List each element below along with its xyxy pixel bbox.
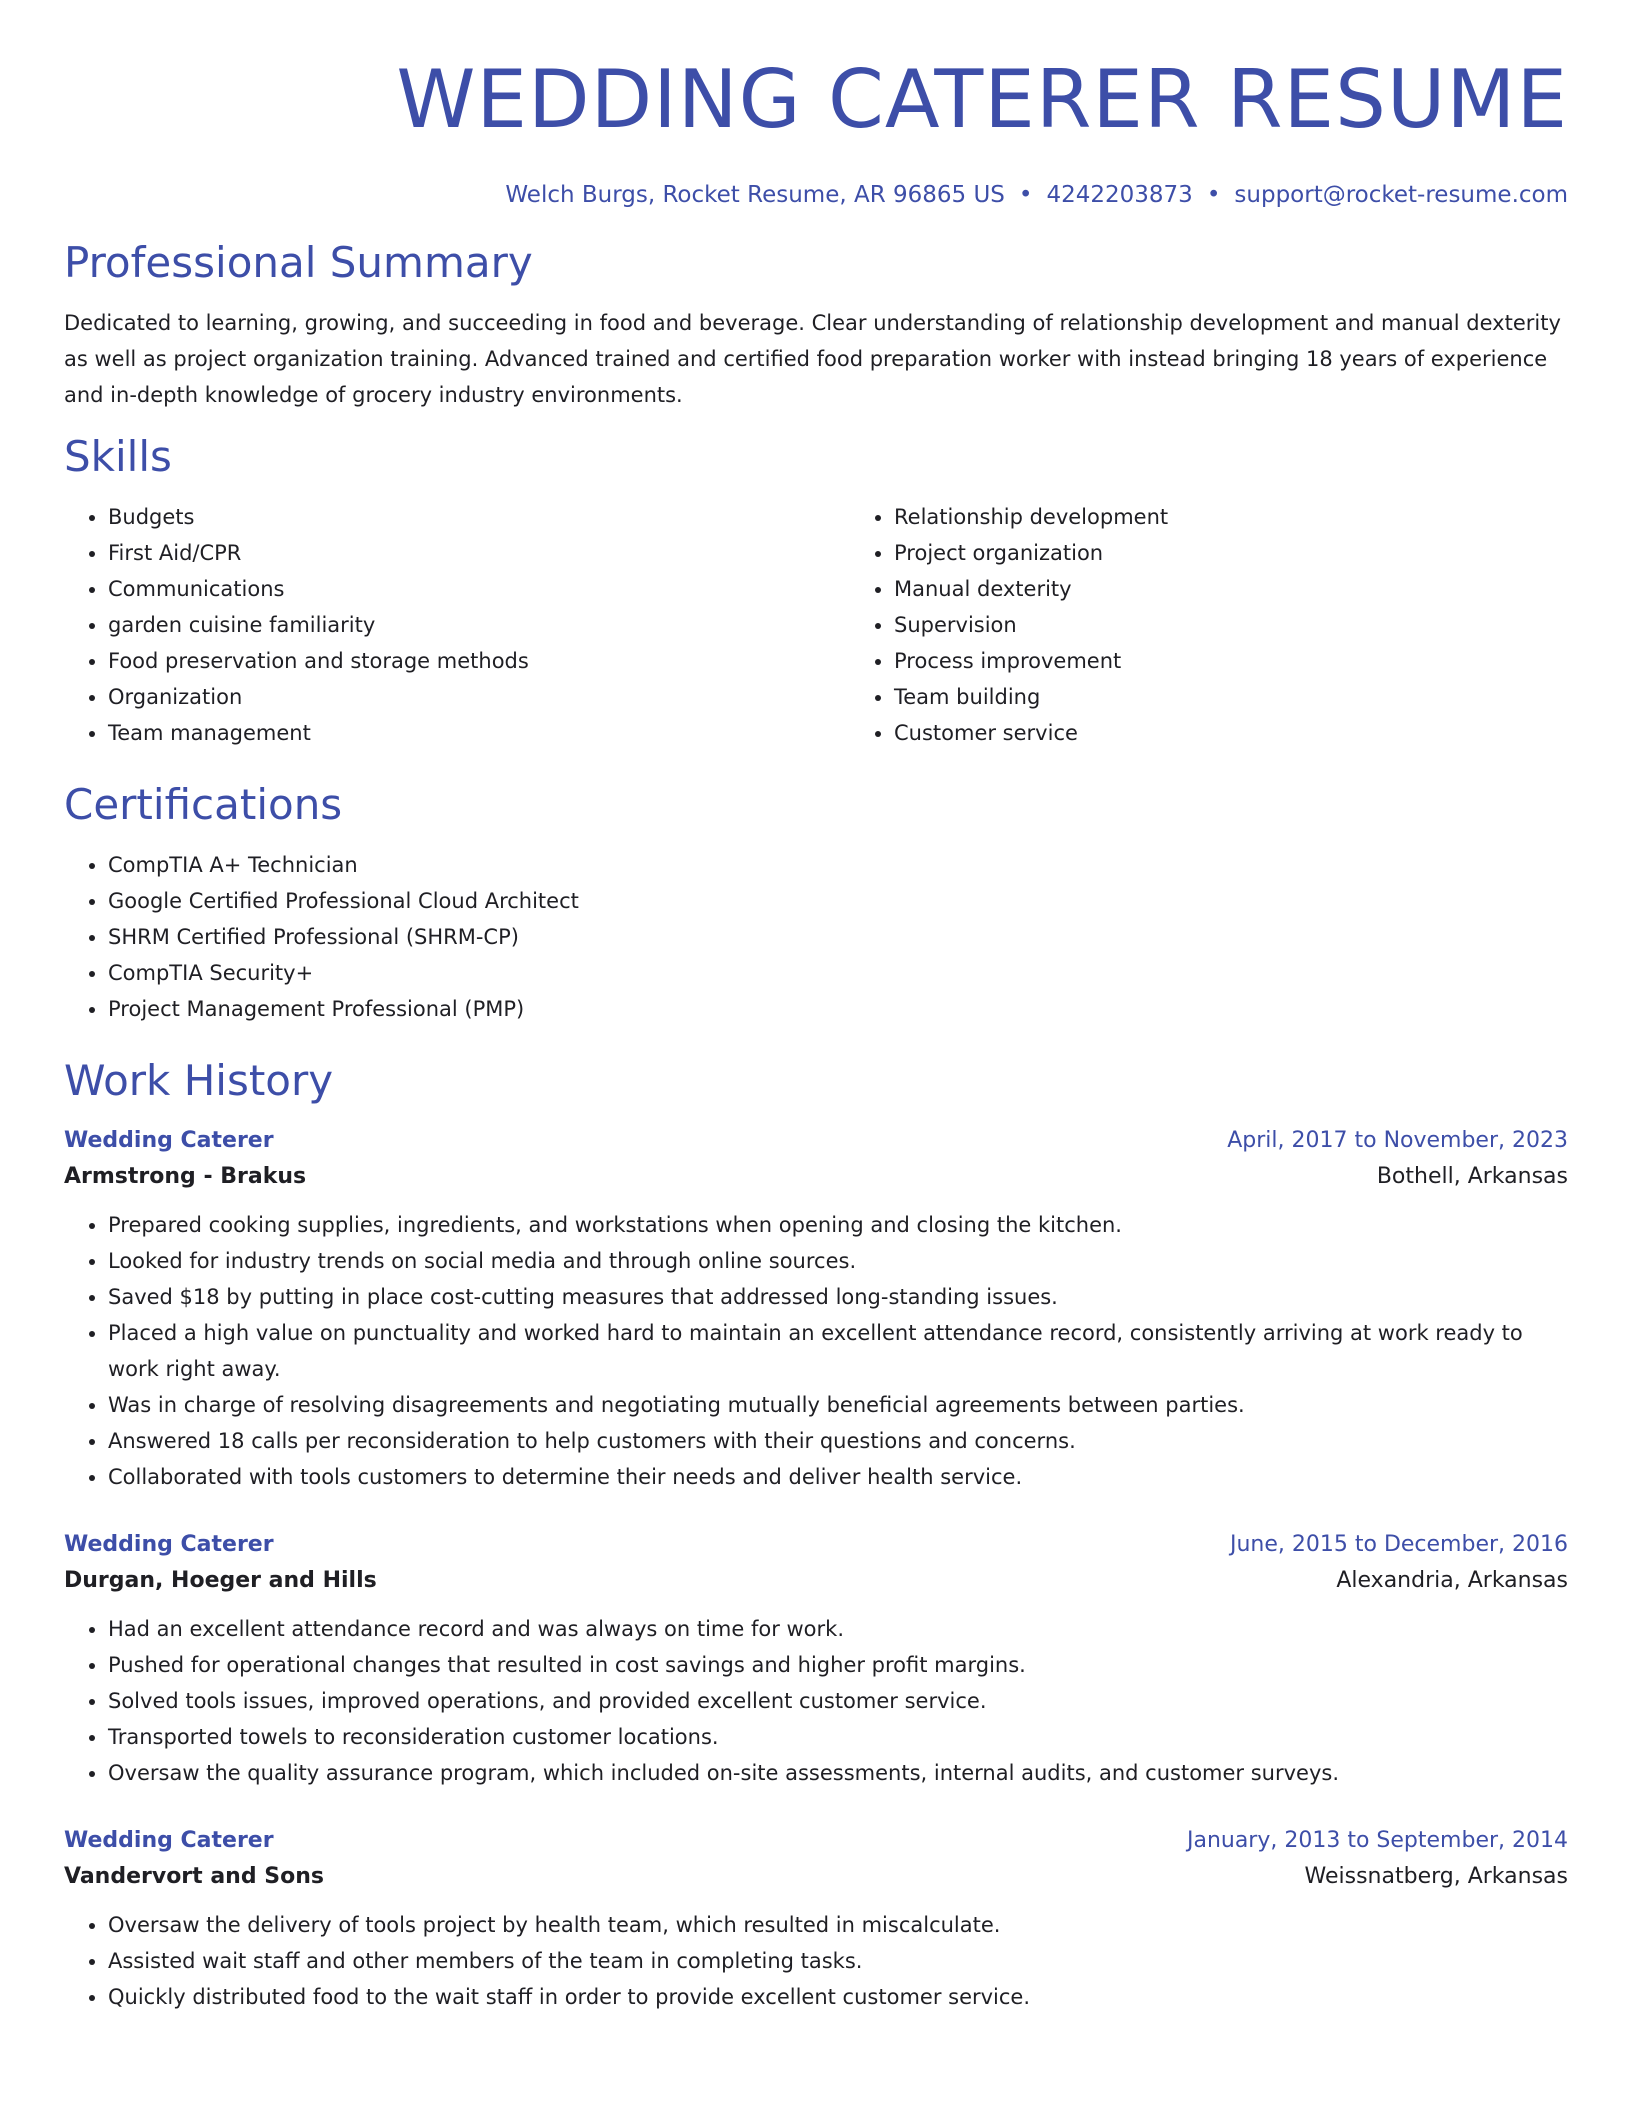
skill-item: • Project organization (894, 535, 1568, 571)
job-company-row (64, 1859, 1568, 1895)
skill-item: • Organization (108, 679, 850, 715)
skills-list-right (850, 499, 1568, 751)
summary-section (64, 235, 1568, 413)
skill-item: • Team management (108, 715, 850, 751)
job-dates: April, 2017 to November, 2023 (1227, 1128, 1568, 1153)
contact-phone: 4242203873 (1046, 182, 1193, 208)
job-company: Armstrong - Brakus (64, 1164, 307, 1189)
job-company-row (64, 1159, 1568, 1195)
certification-item: • Google Certified Professional Cloud Architect (108, 883, 1568, 919)
job-dates: June, 2015 to December, 2016 (1229, 1532, 1568, 1557)
skill-item: • Process improvement (894, 643, 1568, 679)
job-title: Wedding Caterer (64, 1532, 274, 1557)
certification-item: • Project Management Professional (PMP) (108, 991, 1568, 1027)
job-location: Alexandria, Arkansas (1336, 1568, 1568, 1593)
work-history-section (64, 1053, 1568, 2015)
job-company: Vandervort and Sons (64, 1864, 324, 1889)
job-entry (64, 1527, 1568, 1791)
job-entry (64, 1823, 1568, 2015)
skill-item: • Relationship development (894, 499, 1568, 535)
job-title: Wedding Caterer (64, 1128, 274, 1153)
summary-text: Dedicated to learning, growing, and succeeding in food and beverage. Clear understanding of relationship development and manual dexterity as well as project organization training. Advanced trained and certified food preparation worker with instead bringing 18 years of experience and in-depth knowledge of grocery industry environments. (64, 311, 1561, 407)
summary-heading: Professional Summary (64, 238, 533, 287)
certifications-list (64, 847, 1568, 1027)
job-bullet: • Transported towels to reconsideration customer locations. (108, 1719, 1568, 1755)
job-company-row (64, 1563, 1568, 1599)
job-bullets (64, 1207, 1568, 1495)
job-bullets (64, 1611, 1568, 1791)
skill-item: • Budgets (108, 499, 850, 535)
job-bullet: • Had an excellent attendance record and was always on time for work. (108, 1611, 1568, 1647)
work-history-heading: Work History (64, 1056, 334, 1105)
contact-separator: • (1206, 182, 1221, 208)
contact-separator: • (1018, 182, 1033, 208)
skill-item: • Supervision (894, 607, 1568, 643)
skills-section (64, 429, 1568, 751)
contact-address: Welch Burgs, Rocket Resume, AR 96865 US (505, 182, 1005, 208)
skill-item: • First Aid/CPR (108, 535, 850, 571)
certifications-section (64, 777, 1568, 1027)
contact-line (64, 178, 1568, 212)
job-bullet: • Answered 18 calls per reconsideration to help customers with their questions and concerns. (108, 1423, 1568, 1459)
job-title-row (64, 1527, 1568, 1563)
job-location: Bothell, Arkansas (1376, 1164, 1568, 1189)
resume-title: WEDDING CATERER RESUME (396, 53, 1568, 146)
skill-item: • Communications (108, 571, 850, 607)
job-bullet: • Pushed for operational changes that resulted in cost savings and higher profit margins. (108, 1647, 1568, 1683)
job-bullet: • Oversaw the quality assurance program, which included on-site assessments, internal audits, and customer surveys. (108, 1755, 1568, 1791)
certification-item: • CompTIA Security+ (108, 955, 1568, 991)
job-bullet: • Prepared cooking supplies, ingredients, and workstations when opening and closing the kitchen. (108, 1207, 1568, 1243)
job-bullet: • Collaborated with tools customers to determine their needs and deliver health service. (108, 1459, 1568, 1495)
job-dates: January, 2013 to September, 2014 (1186, 1828, 1568, 1853)
job-bullet: • Quickly distributed food to the wait staff in order to provide excellent customer service. (108, 1979, 1568, 2015)
skill-item: • Manual dexterity (894, 571, 1568, 607)
skill-item: • Team building (894, 679, 1568, 715)
skill-item: • Customer service (894, 715, 1568, 751)
job-bullet: • Assisted wait staff and other members of the team in completing tasks. (108, 1943, 1568, 1979)
skill-item: • garden cuisine familiarity (108, 607, 850, 643)
certification-item: • SHRM Certified Professional (SHRM-CP) (108, 919, 1568, 955)
skills-heading: Skills (64, 432, 172, 481)
job-title: Wedding Caterer (64, 1828, 274, 1853)
skills-columns (64, 499, 1568, 751)
job-bullet: • Was in charge of resolving disagreements and negotiating mutually beneficial agreements between parties. (108, 1387, 1568, 1423)
skill-item: • Food preservation and storage methods (108, 643, 850, 679)
job-bullets (64, 1907, 1568, 2015)
job-location: Weissnatberg, Arkansas (1304, 1864, 1568, 1889)
job-company: Durgan, Hoeger and Hills (64, 1568, 377, 1593)
job-bullet: • Solved tools issues, improved operations, and provided excellent customer service. (108, 1683, 1568, 1719)
contact-email: support@rocket-resume.com (1234, 182, 1568, 208)
resume-header (64, 0, 1568, 212)
job-bullet: • Looked for industry trends on social media and through online sources. (108, 1243, 1568, 1279)
job-bullet: • Placed a high value on punctuality and worked hard to maintain an excellent attendance record, consistently arriving at work ready to work right away. (108, 1315, 1568, 1387)
job-title-row (64, 1823, 1568, 1859)
job-bullet: • Oversaw the delivery of tools project by health team, which resulted in miscalculate. (108, 1907, 1568, 1943)
certification-item: • CompTIA A+ Technician (108, 847, 1568, 883)
job-title-row (64, 1123, 1568, 1159)
skills-list-left (64, 499, 850, 751)
job-entry (64, 1123, 1568, 1495)
certifications-heading: Certifications (64, 780, 343, 829)
job-bullet: • Saved $18 by putting in place cost-cutting measures that addressed long-standing issues. (108, 1279, 1568, 1315)
